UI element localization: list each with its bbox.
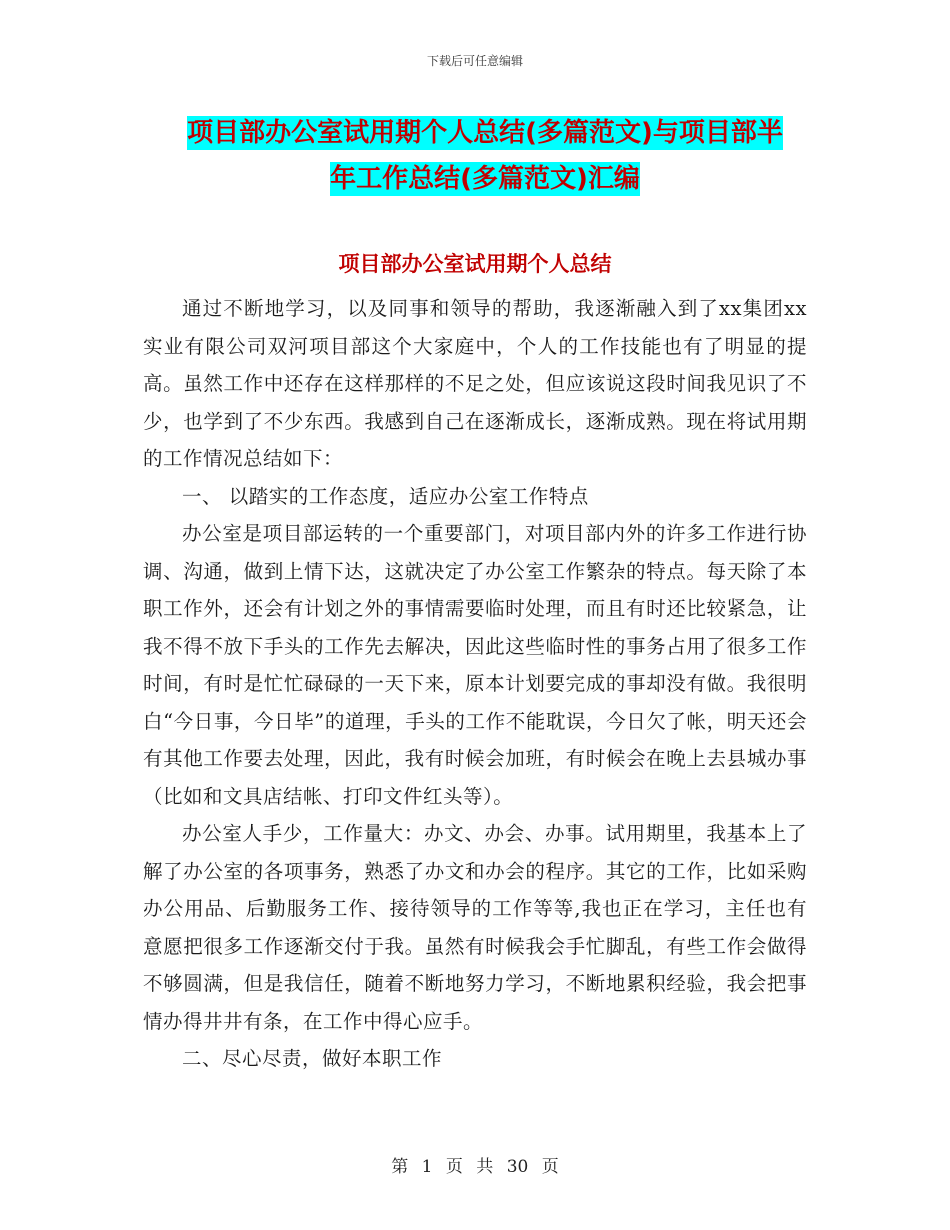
body-text bbox=[143, 290, 807, 1078]
footer-page-number: 1 bbox=[421, 1157, 433, 1177]
footer-total-pages: 30 bbox=[506, 1157, 529, 1177]
paragraph-office-workload: 办公室人手少，工作量大：办文、办会、办事。试用期里，我基本上了解了办公室的各项事务，熟悉了办文和办会的程序。其它的工作，比如采购办公用品、后勤服务工作、接待领导的工作等等,我也正在学习，主任也有意愿把很多工作逐渐交付于我。虽然有时候我会手忙脚乱，有些工作会做得不够圆满，但是我信任，随着不断地努力学习，不断地累积经验，我会把事情办得井井有条，在工作中得心应手。 bbox=[143, 822, 807, 1033]
footer-suffix: 页 bbox=[541, 1157, 559, 1177]
document-title-line1: 项目部办公室试用期个人总结(多篇范文)与项目部半 bbox=[187, 118, 783, 148]
document-title bbox=[160, 110, 810, 202]
document-title-line2: 年工作总结(多篇范文)汇编 bbox=[330, 164, 640, 194]
header-note: 下载后可任意编辑 bbox=[426, 54, 523, 68]
paragraph-heading-2: 二、尽心尽责，做好本职工作 bbox=[182, 1047, 443, 1070]
paragraph-heading-1: 一、 以踏实的工作态度，适应办公室工作特点 bbox=[182, 484, 589, 508]
page-footer bbox=[0, 1152, 950, 1177]
section-title: 项目部办公室试用期个人总结 bbox=[338, 252, 612, 276]
footer-page-word: 页 bbox=[445, 1157, 463, 1177]
footer-prefix: 第 bbox=[391, 1157, 409, 1177]
paragraph-intro: 通过不断地学习，以及同事和领导的帮助，我逐渐融入到了xx集团xx实业有限公司双河项目部这个大家庭中，个人的工作技能也有了明显的提高。虽然工作中还存在这样那样的不足之处，但应该说这段时间我见识了不少，也学到了不少东西。我感到自己在逐渐成长，逐渐成熟。现在将试用期的工作情况总结如下： bbox=[143, 297, 807, 470]
footer-total-word: 共 bbox=[476, 1157, 494, 1177]
paragraph-office-role: 办公室是项目部运转的一个重要部门，对项目部内外的许多工作进行协调、沟通，做到上情下达，这就决定了办公室工作繁杂的特点。每天除了本职工作外，还会有计划之外的事情需要临时处理，而且有时还比较紧急，让我不得不放下手头的工作先去解决，因此这些临时性的事务占用了很多工作时间，有时是忙忙碌碌的一天下来，原本计划要完成的事却没有做。我很明白“今日事，今日毕”的道理，手头的工作不能耽误，今日欠了帐，明天还会有其他工作要去处理，因此，我有时候会加班，有时候会在晚上去县城办事（比如和文具店结帐、打印文件红头等）。 bbox=[143, 522, 807, 808]
